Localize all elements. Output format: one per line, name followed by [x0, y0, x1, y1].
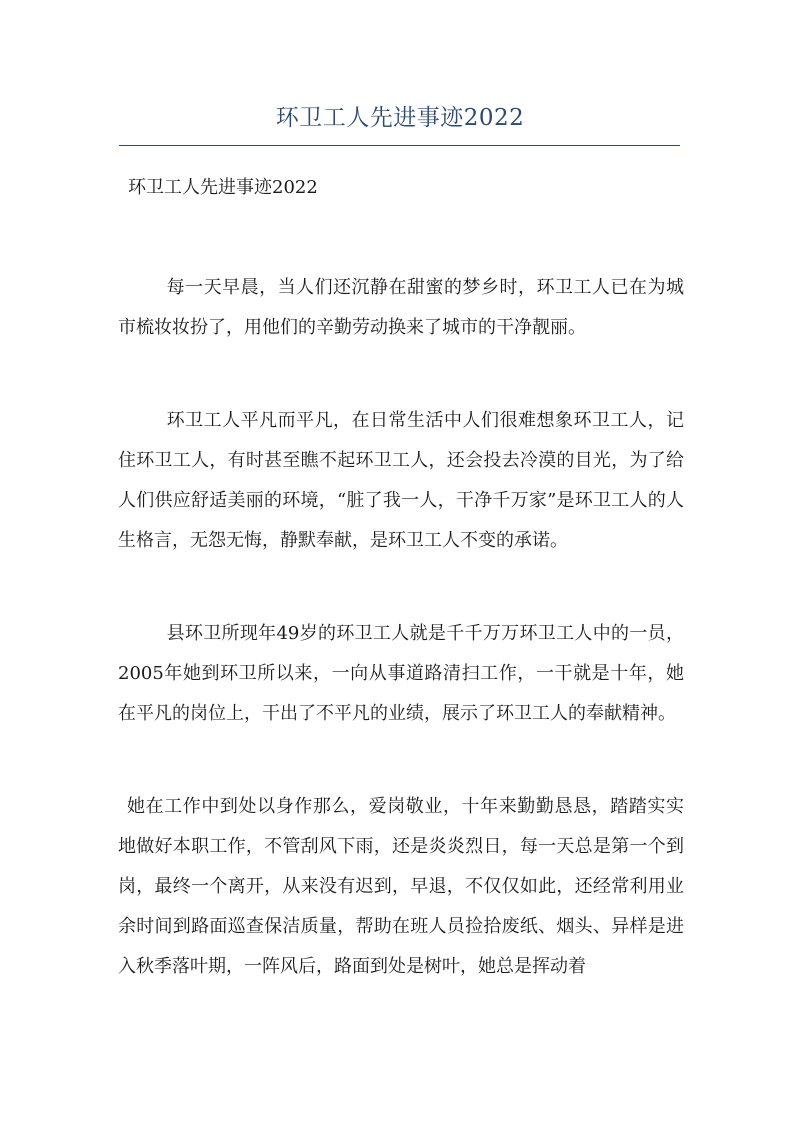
title-divider — [119, 145, 680, 146]
spacer — [118, 734, 684, 787]
document-title: 环卫工人先进事迹2022 — [275, 105, 525, 131]
paragraph-4: 她在工作中到处以身作那么，爱岗敬业，十年来勤勤恳恳，踏踏实实地做好本职工作，不管刮风下雨，还是炎炎烈日，每一天总是第一个到岗，最终一个离开，从来没有迟到，早退，不仅仅如此，还经常利用业余时间到路面巡查保洁质量，帮助在班人员捡拾废纸、烟头、异样是进入秋季落叶期，一阵风后，路面到处是树叶，她总是挥动着 — [118, 796, 684, 977]
document-subtitle: 环卫工人先进事迹2022 — [128, 177, 318, 198]
document-body — [118, 168, 684, 987]
paragraph-3: 县环卫所现年49岁的环卫工人就是千千万万环卫工人中的一员，2005年她到环卫所以来，一向从事道路清扫工作，一干就是十年，她在平凡的岗位上，干出了不平凡的业绩，展示了环卫工人的奉献精神。 — [118, 623, 684, 724]
paragraph-2: 环卫工人平凡而平凡，在日常生活中人们很难想象环卫工人，记住环卫工人，有时甚至瞧不起环卫工人，还会投去冷漠的目光，为了给人们供应舒适美丽的环境，“脏了我一人，干净千万家”是环卫工人的人生格言，无怨无悔，静默奉献，是环卫工人不变的承诺。 — [118, 410, 684, 551]
spacer — [118, 348, 684, 401]
spacer — [118, 208, 684, 268]
paragraph-1: 每一天早晨，当人们还沉静在甜蜜的梦乡时，环卫工人已在为城市梳妆妆扮了，用他们的辛勤劳动换来了城市的干净靓丽。 — [118, 277, 684, 338]
spacer — [118, 561, 684, 614]
